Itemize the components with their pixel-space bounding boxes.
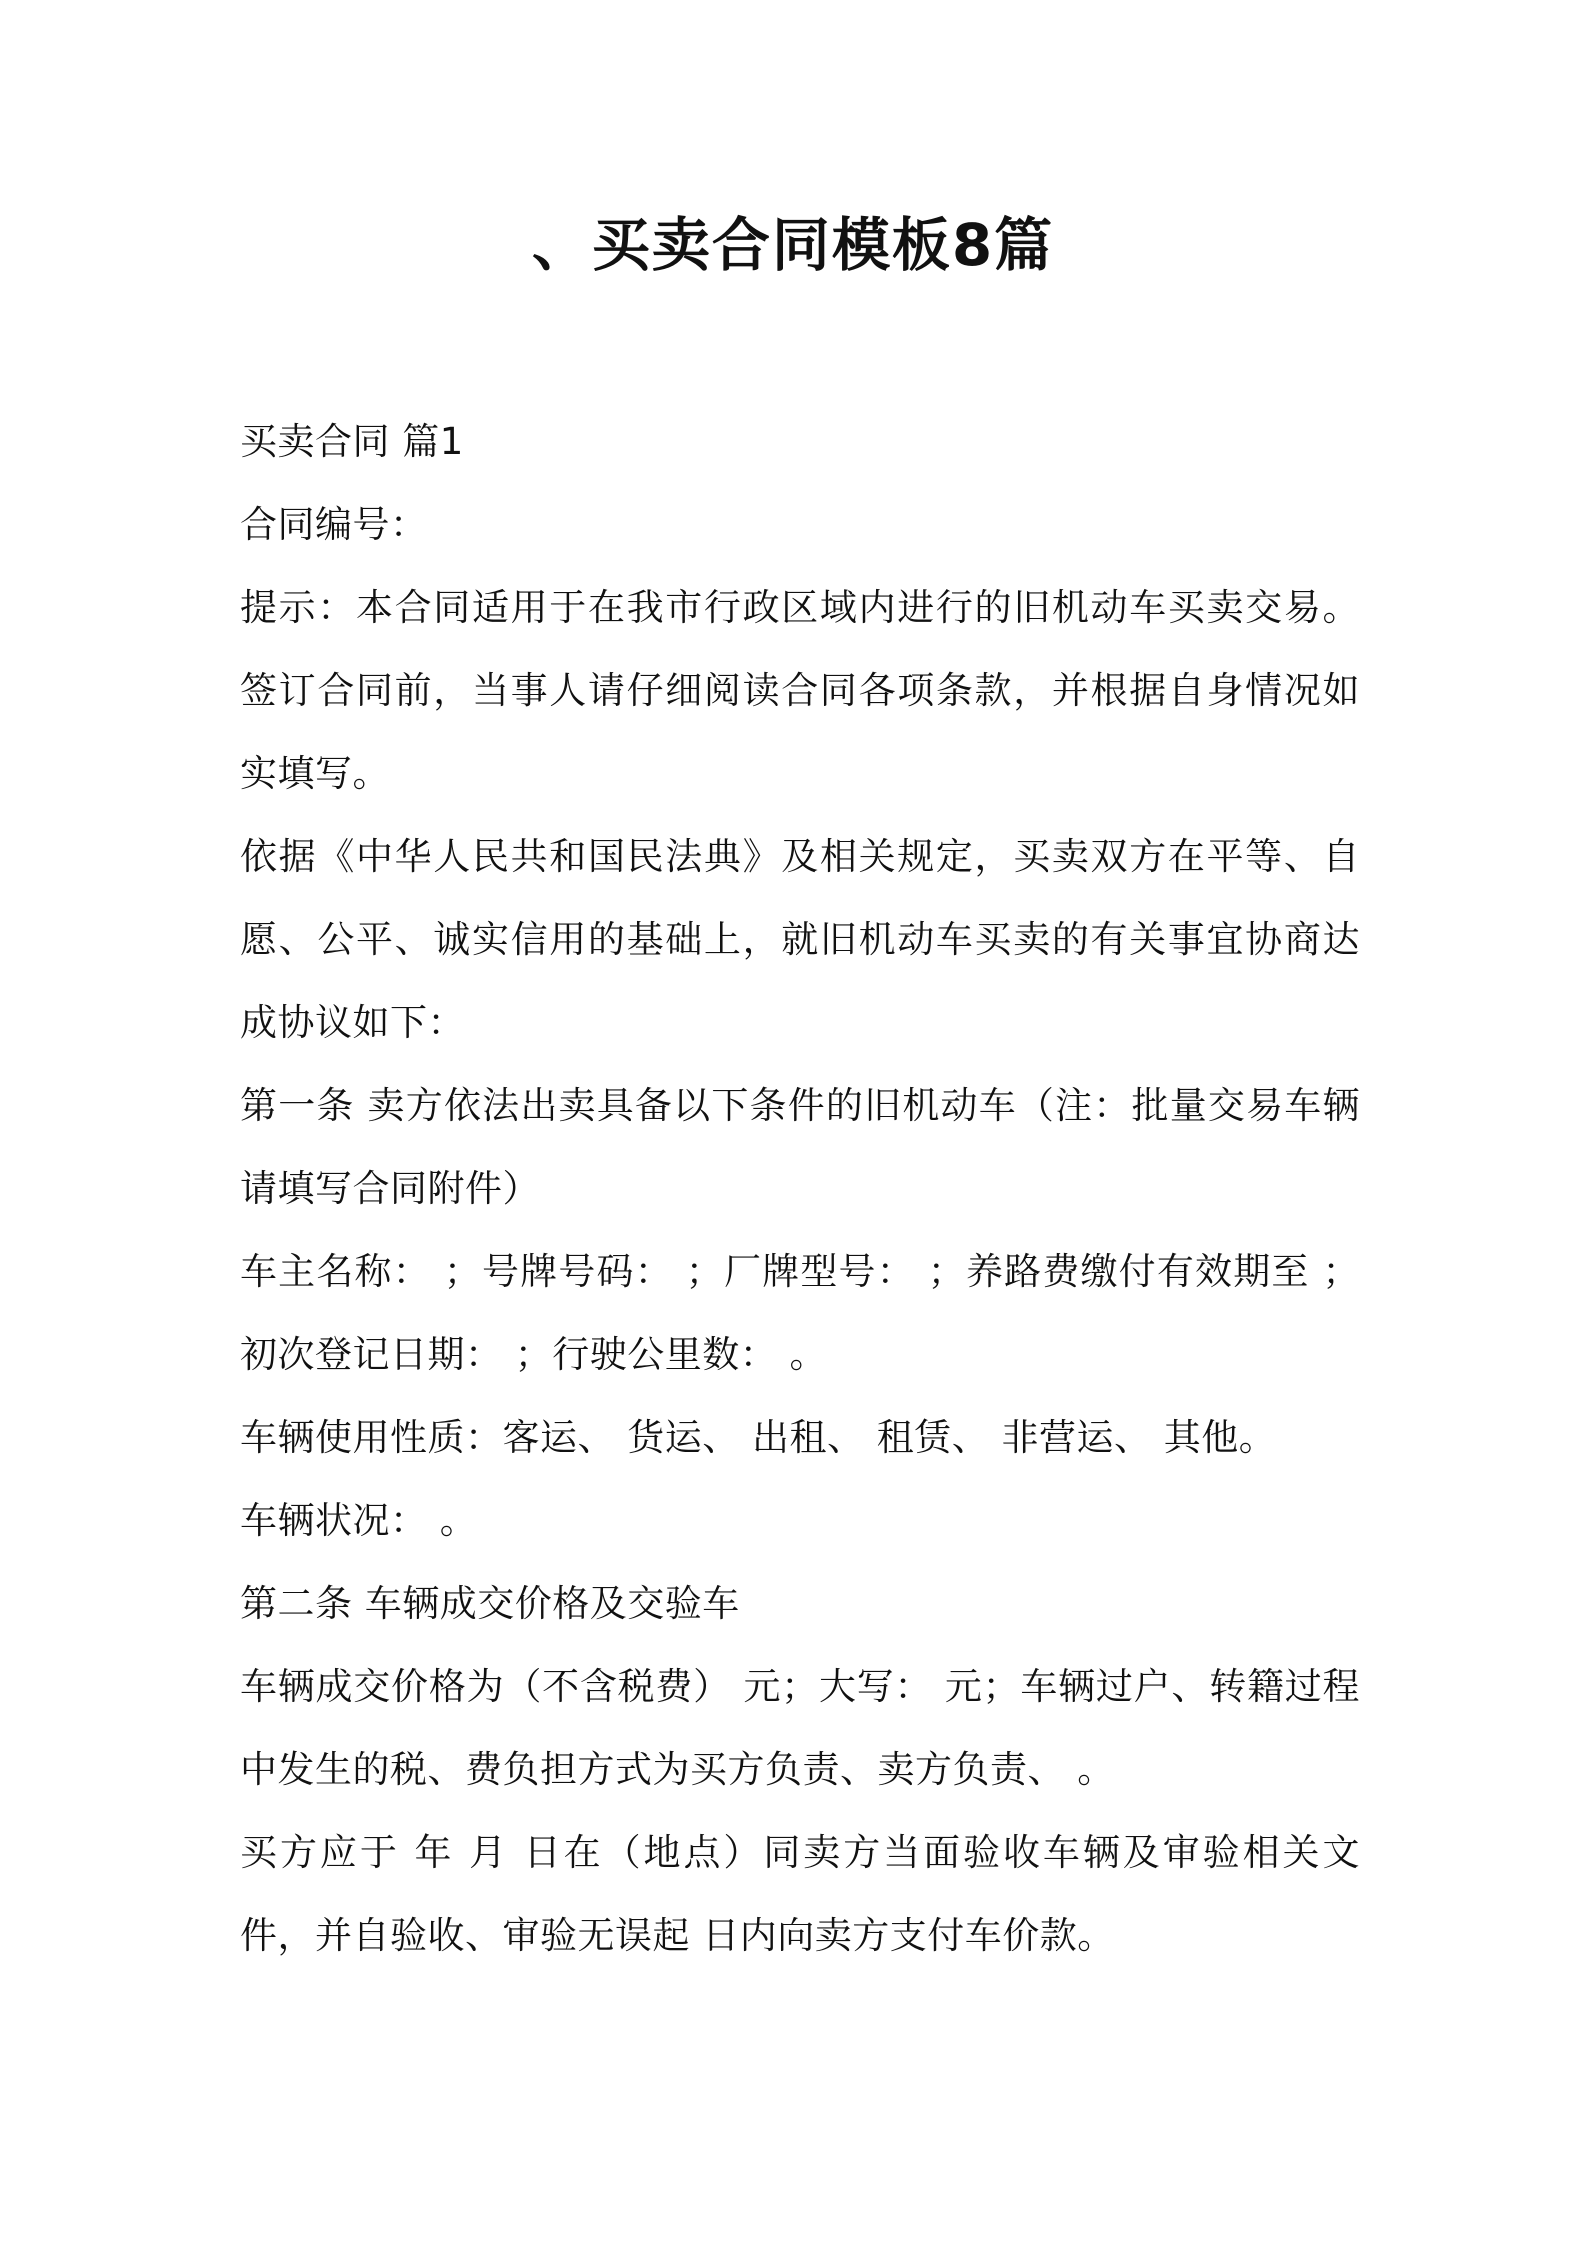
contract-number-line: 合同编号： [240,503,428,546]
article-2-heading: 第二条 车辆成交价格及交验车 [240,1582,740,1625]
vehicle-usage-paragraph: 车辆使用性质：客运、 货运、 出租、 租赁、 非营运、 其他。 [240,1416,1277,1459]
vehicle-condition-paragraph: 车辆状况： 。 [240,1499,478,1542]
section-heading: 买卖合同 篇1 [240,420,464,463]
document-body [240,400,1360,1977]
vehicle-info-paragraph: 车主名称： ；号牌号码： ；厂牌型号： ；养路费缴付有效期至 ；初次登记日期： ；行驶公里数： 。 [240,1250,1360,1376]
price-paragraph: 车辆成交价格为（不含税费） 元；大写： 元；车辆过户、转籍过程中发生的税、费负担方式为买方负责、卖方负责、 。 [240,1665,1360,1791]
inspection-payment-paragraph: 买方应于 年 月 日在（地点）同卖方当面验收车辆及审验相关文件，并自验收、审验无误起 日内向卖方支付车价款。 [240,1831,1360,1957]
basis-paragraph: 依据《中华人民共和国民法典》及相关规定，买卖双方在平等、自愿、公平、诚实信用的基础上，就旧机动车买卖的有关事宜协商达成协议如下： [240,835,1360,1044]
article-1-heading: 第一条 卖方依法出卖具备以下条件的旧机动车（注：批量交易车辆请填写合同附件） [240,1084,1360,1210]
notice-paragraph: 提示：本合同适用于在我市行政区域内进行的旧机动车买卖交易。签订合同前，当事人请仔细阅读合同各项条款，并根据自身情况如实填写。 [240,586,1360,795]
document-title: 、买卖合同模板8篇 [531,211,1055,279]
